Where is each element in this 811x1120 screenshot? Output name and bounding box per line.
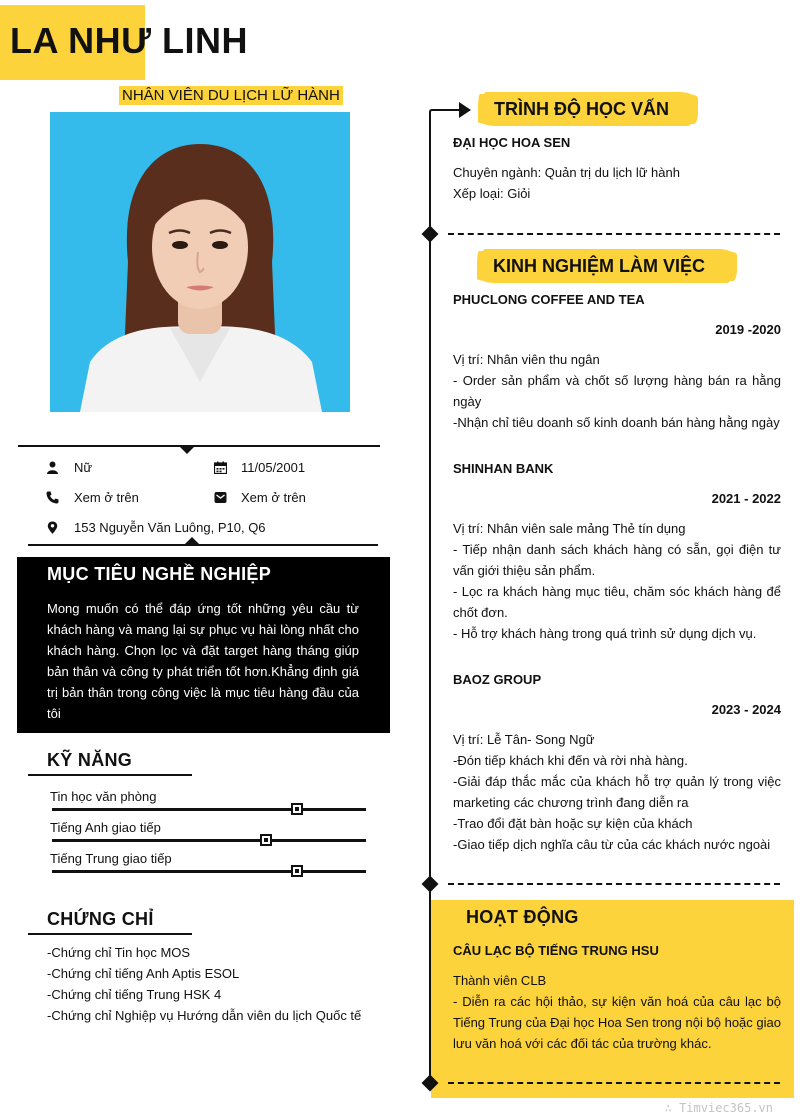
- gender-value: Nữ: [74, 460, 93, 475]
- info-bottom-divider: [28, 544, 378, 546]
- activity-club: CÂU LẠC BỘ TIẾNG TRUNG HSU: [453, 943, 659, 958]
- job-company: PHUCLONG COFFEE AND TEA: [453, 292, 645, 307]
- experience-dashed-divider: [448, 883, 780, 885]
- education-grade: Xếp loại: Giỏi: [453, 186, 531, 201]
- certificate-item: -Chứng chỉ Tin học MOS: [47, 945, 191, 960]
- certificate-item: -Chứng chỉ Nghiệp vụ Hướng dẫn viên du lịch Quốc tế: [47, 1008, 362, 1023]
- career-objective-section: [17, 557, 390, 733]
- certificates-title: CHỨNG CHỈ: [47, 909, 154, 929]
- calendar-icon: [213, 460, 227, 474]
- job-position: Vị trí: Nhân viên sale mảng Thẻ tín dụng: [453, 521, 686, 536]
- job-duty: - Hỗ trợ khách hàng trong quá trình sử dụng dịch vụ.: [453, 626, 757, 641]
- job-duty: - Lọc ra khách hàng mục tiêu, chăm sóc khách hàng để chốt đơn.: [453, 584, 781, 620]
- watermark-dots-icon: ∴: [664, 1101, 680, 1115]
- watermark: [665, 1101, 773, 1115]
- phone-value: Xem ở trên: [74, 490, 139, 505]
- objective-text: Mong muốn có thể đáp ứng tốt những yêu cầu từ khách hàng và mang lại sự phục vụ hài lòng nhất cho khách hàng. Chọn lọc và đặt target hàng tháng giúp bản thân và công ty phát triển tốt hơn.Khẳng định giá trị bản thân trong công việc là mục tiêu hàng đầu của tôi: [47, 601, 359, 721]
- job-title: NHÂN VIÊN DU LỊCH LỮ HÀNH: [119, 86, 343, 105]
- portrait-illustration: [50, 112, 350, 412]
- watermark-text: Timviec365.vn: [679, 1101, 773, 1115]
- job-company: SHINHAN BANK: [453, 461, 554, 476]
- activities-title: HOẠT ĐỘNG: [466, 907, 579, 927]
- skill-label: Tiếng Anh giao tiếp: [50, 820, 161, 835]
- skill-level-marker: [291, 803, 303, 815]
- phone-icon: [45, 490, 59, 504]
- job-company: BAOZ GROUP: [453, 672, 542, 687]
- skill-label: Tin học văn phòng: [50, 789, 157, 804]
- activities-dashed-divider: [448, 1082, 780, 1084]
- job-duty: -Nhận chỉ tiêu doanh số kinh doanh bán hàng hằng ngày: [453, 415, 780, 430]
- education-major: Chuyên ngành: Quản trị du lịch lữ hành: [453, 165, 680, 180]
- skill-bar-track: [52, 808, 366, 811]
- education-title: TRÌNH ĐỘ HỌC VẤN: [494, 99, 669, 119]
- info-top-divider: [18, 445, 380, 447]
- education-dashed-divider: [448, 233, 780, 235]
- candidate-name: LA NHƯ LINH: [10, 20, 249, 61]
- skill-bar-track: [52, 839, 366, 842]
- email-value: Xem ở trên: [241, 490, 306, 505]
- job-position: Vị trí: Nhân viên thu ngân: [453, 352, 600, 367]
- skills-title-underline: [28, 774, 192, 776]
- job-duty: - Order sản phẩm và chốt số lượng hàng bán ra hằng ngày: [453, 373, 781, 409]
- address-value: 153 Nguyễn Văn Luông, P10, Q6: [74, 520, 266, 535]
- job-duty: -Giao tiếp dịch nghĩa câu từ của các khách nước ngoài: [453, 837, 771, 852]
- activity-description: - Diễn ra các hội thảo, sự kiện văn hoá của câu lạc bộ Tiếng Trung của Đại học Hoa Sen trong nội bộ hoặc giao lưu văn hoá với các đối tác của trường khác.: [453, 994, 781, 1051]
- skill-label: Tiếng Trung giao tiếp: [50, 851, 172, 866]
- timeline-line: [429, 120, 431, 1086]
- objective-title: MỤC TIÊU NGHỀ NGHIỆP: [47, 564, 272, 584]
- location-pin-icon: [45, 520, 59, 534]
- job-period: 2023 - 2024: [711, 702, 781, 717]
- skill-level-marker: [291, 865, 303, 877]
- profile-photo: [50, 112, 350, 412]
- divider-arrow-down-icon: [179, 446, 195, 454]
- job-duty: -Giải đáp thắc mắc của khách hỗ trợ quản lý trong việc marketing các chương trình đang diễn ra: [453, 774, 781, 810]
- birthday-value: 11/05/2001: [241, 460, 306, 475]
- experience-title: KINH NGHIỆM LÀM VIỆC: [493, 256, 706, 276]
- job-period: 2021 - 2022: [711, 491, 781, 506]
- timeline-diamond-marker: [422, 226, 439, 243]
- certificates-title-underline: [28, 933, 192, 935]
- education-school: ĐẠI HỌC HOA SEN: [453, 135, 571, 150]
- skill-bar-track: [52, 870, 366, 873]
- skills-title: KỸ NĂNG: [47, 750, 133, 770]
- timeline-arrow-icon: [427, 98, 473, 122]
- timeline-diamond-marker: [422, 876, 439, 893]
- person-icon: [45, 460, 59, 474]
- email-icon: [213, 490, 227, 504]
- job-position: Vị trí: Lễ Tân- Song Ngữ: [453, 732, 595, 747]
- activity-role: Thành viên CLB: [453, 973, 547, 988]
- job-period: 2019 -2020: [715, 322, 781, 337]
- certificate-item: -Chứng chỉ tiếng Trung HSK 4: [47, 987, 222, 1002]
- skill-level-marker: [260, 834, 272, 846]
- job-duty: - Tiếp nhận danh sách khách hàng có sẵn, gọi điện tư vấn giới thiệu sản phẩm.: [453, 542, 781, 578]
- job-duty: -Đón tiếp khách khi đến và rời nhà hàng.: [453, 753, 688, 768]
- job-duty: -Trao đổi đặt bàn hoặc sự kiện của khách: [453, 816, 693, 831]
- certificate-item: -Chứng chỉ tiếng Anh Aptis ESOL: [47, 966, 240, 981]
